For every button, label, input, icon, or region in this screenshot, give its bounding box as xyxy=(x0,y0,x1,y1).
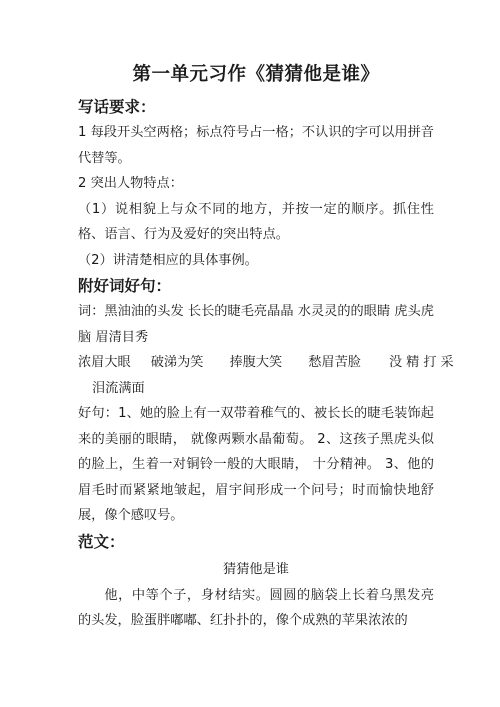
good-words-line-3: 泪流满面 xyxy=(92,380,145,396)
requirement-2: 2 突出人物特点： xyxy=(78,176,183,191)
word-item: 浓眉大眼 xyxy=(78,355,131,370)
word-item: 破涕为笑 xyxy=(150,355,204,370)
requirements-heading: 写话要求： xyxy=(78,98,156,116)
requirement-2a: （1）说相貌上与众不同的地方，并按一定的顺序。抓住性格、语言、行为及爱好的突出特点。 xyxy=(78,201,434,242)
good-words-line-1: 词：黑油油的头发 长长的睫毛亮晶晶 水灵灵的的眼睛 虎头虎脑 眉清目秀 xyxy=(78,304,434,345)
word-item: 捧腹大笑 xyxy=(229,355,283,370)
requirement-1: 1 每段开头空两格；标点符号占一格；不认识的字可以用拼音代替等。 xyxy=(78,125,434,166)
page-title: 第一单元习作《猜猜他是谁》 xyxy=(132,64,380,85)
word-item: 没精打采 xyxy=(389,355,458,370)
requirement-2b: （2）讲清楚相应的具体事例。 xyxy=(78,252,258,268)
essay-body: 他，中等个子，身材结实。圆圆的脑袋上长着乌黑发亮的头发，脸蛋胖嘟嘟、红扑扑的，像个成熟的苹果浓浓的 xyxy=(78,587,434,628)
word-item: 愁眉苦脸 xyxy=(308,355,361,370)
good-words-line-2 xyxy=(78,350,458,376)
good-sentences: 好句：1、她的脸上有一双带着稚气的、被长长的睫毛装饰起来的美丽的眼睛， 就像两颗水晶葡萄。 2、这孩子黑虎头似的脸上，生着一对铜铃一般的大眼睛， 十分精神。 3、他的眉毛时而紧紧地皱起，眉宇间形成一个问号；时而愉快地舒展，像个感叹号。 xyxy=(78,406,434,523)
good-words-heading: 附好词好句： xyxy=(78,277,172,295)
essay-title: 猜猜他是谁 xyxy=(223,561,289,577)
sample-essay-heading: 范文： xyxy=(78,532,125,551)
